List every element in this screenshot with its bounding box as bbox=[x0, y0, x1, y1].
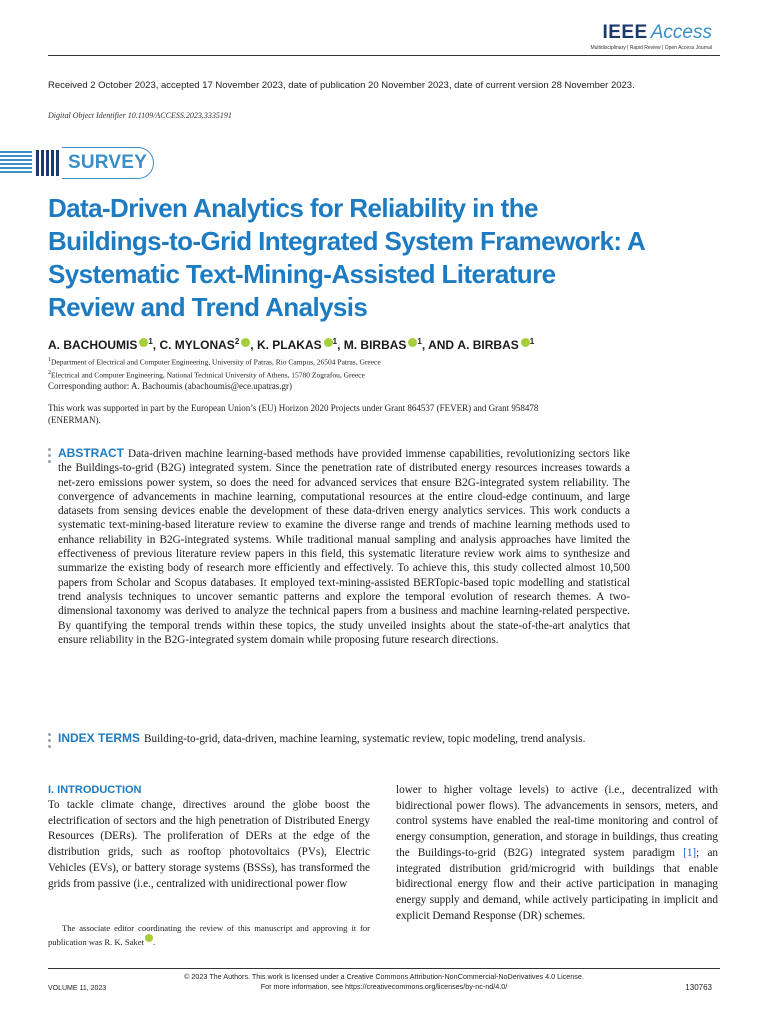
author[interactable]: C. MYLONAS 2 , bbox=[159, 336, 257, 352]
brand-access: Access bbox=[650, 22, 712, 43]
editor-footnote: The associate editor coordinating the review of this manuscript and approving it for publication was R. K. Saket . bbox=[48, 923, 370, 947]
abstract bbox=[48, 446, 630, 647]
orcid-icon[interactable] bbox=[324, 338, 333, 347]
affiliations bbox=[48, 355, 708, 380]
header-rule bbox=[48, 55, 720, 56]
author[interactable]: M. BIRBAS 1 , AND bbox=[343, 336, 458, 352]
footer-rule bbox=[48, 968, 720, 969]
banner-stripes-icon bbox=[0, 150, 62, 176]
funding-note: This work was supported in part by the European Union’s (EU) Horizon 2020 Projects under Grant 864537 (FEVER) and Grant 958478 (ENERMAN). bbox=[48, 403, 539, 425]
affiliation: $^2$Electrical and Computer Engineering, National Technical University of Athens, 15780 Zografou, Greece bbox=[48, 369, 365, 379]
author[interactable]: A. BACHOUMIS 1 , bbox=[48, 336, 160, 352]
index-terms-text: Building-to-grid, data-driven, machine learning, systematic review, topic modeling, trend analysis. bbox=[144, 733, 586, 745]
author[interactable]: A. BIRBAS 1 bbox=[457, 336, 535, 352]
body-column-right bbox=[396, 783, 718, 924]
orcid-icon[interactable] bbox=[408, 338, 417, 347]
abstract-text: Data-driven machine learning-based methods have provided immense capabilities, revolutionizing sectors like the Buildings-to-grid (B2G) integrated system. Since the penetration rate of distributed energy resources increases towards a net-zero emissions power system, so does the need for advanced services that ensure B2G-integrated system reliability. The convergence of advancements in machine learning, computational resources at the entire cloud-edge continuum, and large datasets from sensing devices enable the development of these data-driven energy analytics services. This work conducts a systematic text-mining-based literature review to examine the diverse range and trends of machine learning methods used to enhance reliability in B2G-integrated systems. While traditional manual sampling and analysis approaches have limited the effectiveness of previous literature review papers in this field, this systematic literature review work aims to synthesize and summarize the existing body of research more efficiently and effectively. To achieve this, this study collected almost 10,500 papers from Scholar and Scopus databases. It employed text-mining-assisted BERTopic-based topic modelling and statistical trend analysis techniques to uncover semantic patterns and explore the temporal evolution of research themes. A two-dimensional taxonomy was derived to analyze the technical papers from a business and machine learning-related perspective. By quantifying the temporal trends within these topics, the study unveiled insights about the state-of-the-art analytics that ensure reliability in the B2G-integrated system domain while proposing future research directions. bbox=[58, 448, 630, 646]
affiliation: $^1$Department of Electrical and Computer Engineering, University of Patras, Rio Campus, 26504 Patras, Greece bbox=[48, 357, 381, 367]
footer-license: © 2023 The Authors. This work is licensed under a Creative Commons Attribution-NonCommercial-NoDerivatives 4.0 License. For more information, see https://creativecommons.org/licenses/by-nc-nd/4.0/ bbox=[0, 972, 768, 991]
orcid-icon[interactable] bbox=[521, 338, 530, 347]
orcid-icon[interactable] bbox=[139, 338, 148, 347]
paper-title: Data-Driven Analytics for Reliability in the Buildings-to-Grid Integrated System Framework: A Systematic Text-Mining-Assisted Literature Review and Trend Analysis bbox=[48, 193, 645, 322]
license-link[interactable]: For more information, see https://creativecommons.org/licenses/by-nc-nd/4.0/ bbox=[260, 981, 508, 991]
page-number: 130763 bbox=[685, 983, 712, 992]
abstract-heading: ABSTRACT bbox=[58, 446, 124, 460]
doi: Digital Object Identifier 10.1109/ACCESS.2023.3335191 bbox=[48, 111, 232, 120]
brand-ieee: IEEE bbox=[602, 22, 648, 43]
intro-paragraph-left: To tackle climate change, directives around the globe boost the electrification of sectors and the high penetration of Distributed Energy Resources (DERs). The proliferation of DERs at the edge of the distribution grids, such as rooftop photovoltaics (PVs), Electric Vehicles (EVs), or battery storage systems (BSSs), has transformed the grids from passive (i.e., centralized with unidirectional power flow bbox=[48, 799, 370, 890]
orcid-icon[interactable] bbox=[241, 338, 250, 347]
index-terms-heading: INDEX TERMS bbox=[58, 731, 141, 745]
intro-paragraph-right: lower to higher voltage levels) to active (i.e., decentralized with bidirectional power flows). The advancements in sensors, meters, and control systems have enabled the real-time monitoring and control of energy consumption, generation, and storage in buildings, thus creating the Buildings-to-grid (B2G) integrated system paradigm [1]; an integrated distribution grid/microgrid with buildings that enable bidirectional energy flow and their active participation in managing energy supply and demand, while actively participating in implicit and explicit Demand Response (DR) schemes. bbox=[396, 784, 719, 922]
survey-tag bbox=[62, 147, 154, 179]
author-list bbox=[48, 338, 728, 352]
section-heading: I. INTRODUCTION bbox=[48, 784, 142, 796]
footer-volume: VOLUME 11, 2023 bbox=[48, 985, 107, 992]
orcid-icon[interactable] bbox=[145, 934, 153, 942]
journal-brand bbox=[590, 22, 712, 51]
article-type-banner bbox=[0, 147, 160, 179]
corresponding-author: Corresponding author: A. Bachoumis (abachoumis@ece.upatras.gr) bbox=[48, 381, 292, 391]
brand-tagline: Multidisciplinary | Rapid Review | Open Access Journal bbox=[590, 45, 712, 51]
body-column-left bbox=[48, 783, 370, 892]
index-terms bbox=[48, 731, 630, 746]
received-dates: Received 2 October 2023, accepted 17 November 2023, date of publication 20 November 2023, date of current version 28 November 2023. bbox=[48, 80, 635, 91]
citation-link[interactable]: [1] bbox=[683, 846, 697, 859]
author[interactable]: K. PLAKAS 1 , bbox=[256, 336, 344, 352]
article-type-label: SURVEY bbox=[68, 152, 147, 173]
